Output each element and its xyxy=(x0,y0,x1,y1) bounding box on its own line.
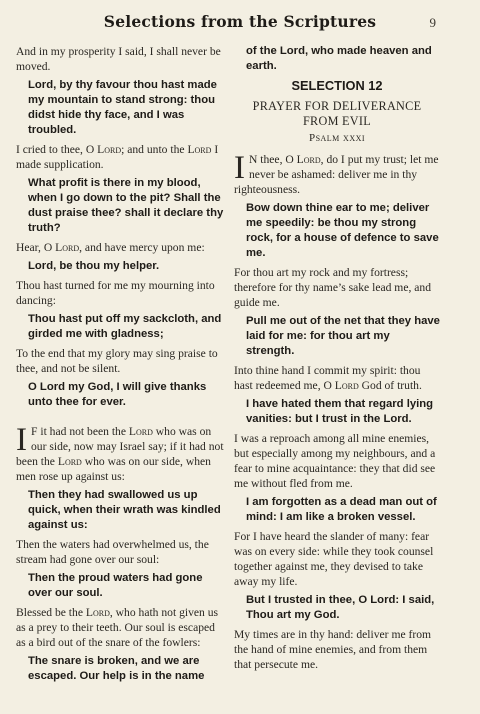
response-text: of the Lord, who made heaven and earth. xyxy=(246,45,432,72)
running-head: Selections from the Scriptures xyxy=(103,12,377,31)
drop-cap: I xyxy=(16,422,27,458)
verse-text: Blessed be the Lord, who hath not given us as a prey to their teeth. Our soul is escaped as a bird out of the snare of the fowlers: xyxy=(16,606,219,649)
verse-text: Hear, O Lord, and have mercy upon me: xyxy=(16,241,205,254)
response-text: The snare is broken, and we are escaped. Our help is in the name xyxy=(28,655,205,682)
section-title: SELECTION 12 xyxy=(291,78,383,93)
response-text: Thou hast put off my sackcloth, and girded me with gladness; xyxy=(28,313,222,340)
response-text: I have hated them that regard lying vanities: but I trust in the Lord. xyxy=(246,398,434,425)
response-text: Then the proud waters had gone over our soul. xyxy=(28,572,203,599)
right-column xyxy=(234,44,440,676)
section-subtitle: PRAYER FOR DELIVERANCE xyxy=(252,99,422,113)
verse-text: I N thee, O Lord, do I put my trust; let me never be ashamed: deliver me in thy righteousness. xyxy=(234,150,439,196)
response-text: Pull me out of the net that they have laid for me: for thou art my strength. xyxy=(246,315,440,357)
verse-text: For thou art my rock and my fortress; therefore for thy name’s sake lead me, and guide me. xyxy=(234,266,432,309)
verse-text: For I have heard the slander of many: fear was on every side: while they took counsel together against me, they devised to take away my life. xyxy=(234,530,434,588)
verse-text: I F it had not been the Lord who was on our side, now may Israel say; if it had not been the Lord who was on our side, when men rose up against us: xyxy=(16,422,224,483)
response-text: What profit is there in my blood, when I go down to the pit? Shall the dust praise thee? shall it declare thy truth? xyxy=(28,177,224,234)
verse-text: To the end that my glory may sing praise to thee, and not be silent. xyxy=(16,347,218,375)
verse-text: My times are in thy hand: deliver me from the hand of mine enemies, and from them that persecute me. xyxy=(234,628,432,671)
verse-text: And in my prosperity I said, I shall never be moved. xyxy=(16,45,221,73)
section-subtitle: FROM EVIL xyxy=(302,114,372,128)
verse-text: I was a reproach among all mine enemies, but especially among my neighbours, and a fear to mine acquaintance: they that did see me without fled from me. xyxy=(234,432,436,490)
response-text: I am forgotten as a dead man out of mind: I am like a broken vessel. xyxy=(246,496,437,523)
response-text: O Lord my God, I will give thanks unto thee for ever. xyxy=(28,381,207,408)
page-number: 9 xyxy=(429,15,436,30)
verse-text: I cried to thee, O Lord; and unto the Lord I made supplication. xyxy=(16,143,219,171)
response-text: Lord, be thou my helper. xyxy=(28,260,160,272)
verse-text: Then the waters had overwhelmed us, the stream had gone over our soul: xyxy=(16,538,209,566)
psalm-reference: Psalm xxxi xyxy=(308,132,366,144)
response-text: Bow down thine ear to me; deliver me speedily: be thou my strong rock, for a house of defence to save me. xyxy=(246,202,439,259)
left-column xyxy=(16,44,224,688)
verse-text: Into thine hand I commit my spirit: thou hast redeemed me, O Lord God of truth. xyxy=(234,364,422,392)
response-text: Then they had swallowed us up quick, when their wrath was kindled against us: xyxy=(28,489,221,531)
response-text: Lord, by thy favour thou hast made my mountain to stand strong: thou didst hide thy face, and I was troubled. xyxy=(28,79,217,136)
drop-cap: I xyxy=(234,150,245,186)
verse-text: Thou hast turned for me my mourning into dancing: xyxy=(16,279,215,307)
response-text: But I trusted in thee, O Lord: I said, Thou art my God. xyxy=(246,594,435,621)
